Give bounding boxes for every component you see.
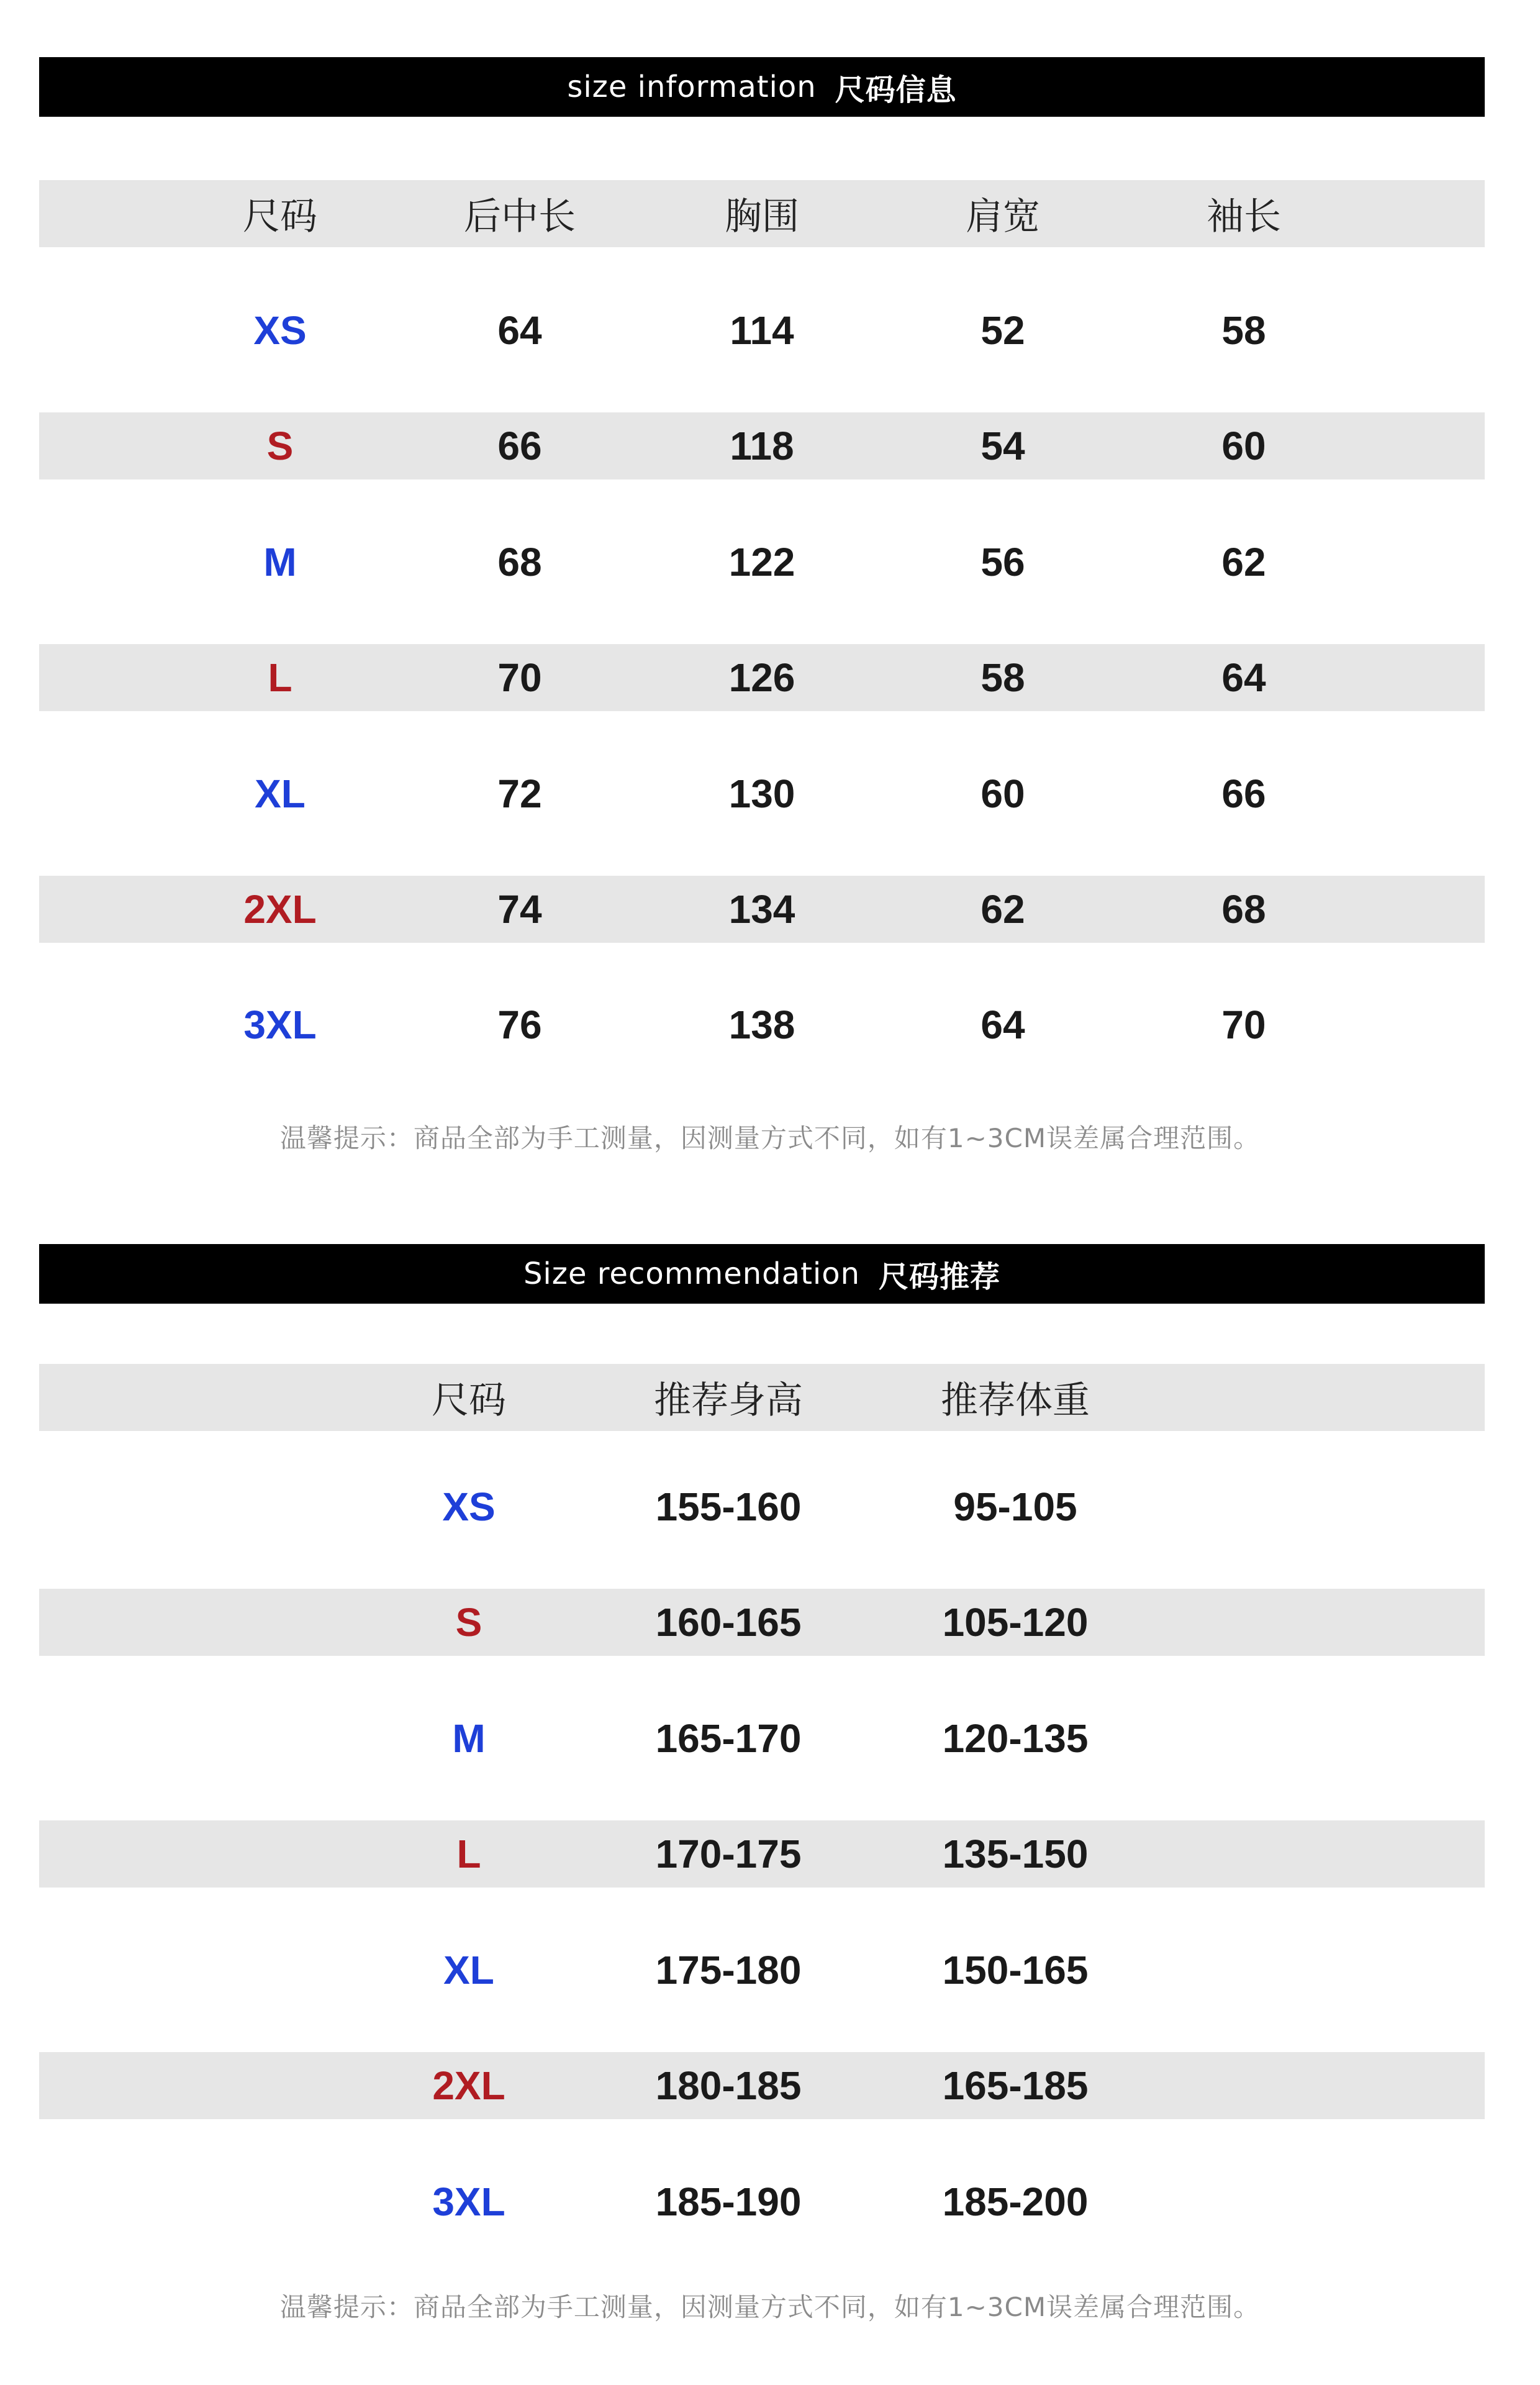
size-label: XS: [253, 308, 307, 353]
chest-value: 114: [730, 308, 794, 353]
size-label: 2XL: [243, 887, 317, 932]
weight-range: 185-200: [942, 2179, 1089, 2224]
back-length-value: 70: [497, 655, 542, 700]
height-range: 185-190: [655, 2179, 802, 2224]
size-table-row: [39, 412, 1485, 479]
chest-value: 122: [728, 540, 795, 584]
header-size: 尺码: [432, 1379, 506, 1422]
chest-value: 134: [728, 887, 795, 932]
recommendation-table-header: [39, 1364, 1485, 1431]
size-label: 2XL: [432, 2063, 505, 2108]
sleeve-value: 64: [1221, 655, 1266, 700]
weight-range: 105-120: [942, 1600, 1089, 1645]
back-length-value: 76: [497, 1002, 542, 1047]
header-size: 尺码: [243, 195, 317, 238]
size-label: S: [455, 1600, 482, 1645]
back-length-value: 66: [497, 424, 542, 468]
sleeve-value: 68: [1221, 887, 1266, 932]
size-table-row: [39, 529, 1485, 596]
banner-title-en: size information: [567, 70, 817, 104]
sleeve-value: 66: [1221, 771, 1266, 816]
recommendation-table-row: [39, 1937, 1485, 2004]
height-range: 165-170: [655, 1716, 802, 1761]
size-label: S: [266, 424, 294, 468]
measurement-note: 温馨提示：商品全部为手工测量，因测量方式不同，如有1~3CM误差属合理范围。: [279, 1123, 1261, 1153]
size-label: 3XL: [243, 1002, 317, 1047]
size-table-row: [39, 297, 1485, 364]
size-label: L: [456, 1832, 481, 1876]
weight-range: 95-105: [953, 1484, 1077, 1529]
size-label: XL: [255, 771, 306, 816]
height-range: 155-160: [655, 1484, 802, 1529]
size-information-banner: [39, 57, 1485, 117]
size-table-header: [39, 180, 1485, 247]
shoulder-value: 54: [981, 424, 1025, 468]
recommendation-table-row: [39, 1473, 1485, 1540]
shoulder-value: 52: [981, 308, 1025, 353]
height-range: 175-180: [655, 1948, 802, 1992]
size-label: M: [452, 1716, 486, 1761]
header-back-length: 后中长: [464, 195, 576, 238]
sleeve-value: 58: [1221, 308, 1266, 353]
size-label: XL: [443, 1948, 494, 1992]
recommendation-table-row: [39, 1589, 1485, 1656]
measurement-note: 温馨提示：商品全部为手工测量，因测量方式不同，如有1~3CM误差属合理范围。: [279, 2292, 1261, 2322]
header-shoulder: 肩宽: [966, 195, 1040, 238]
weight-range: 135-150: [942, 1832, 1089, 1876]
weight-range: 165-185: [942, 2063, 1089, 2108]
chest-value: 138: [728, 1002, 795, 1047]
height-range: 160-165: [655, 1600, 802, 1645]
size-table-row: [39, 644, 1485, 711]
weight-range: 150-165: [942, 1948, 1089, 1992]
shoulder-value: 58: [981, 655, 1025, 700]
shoulder-value: 56: [981, 540, 1025, 584]
weight-range: 120-135: [942, 1716, 1089, 1761]
size-label: XS: [442, 1484, 496, 1529]
size-label: M: [263, 540, 297, 584]
size-table-row: [39, 991, 1485, 1058]
back-length-value: 74: [497, 887, 542, 932]
back-length-value: 64: [497, 308, 542, 353]
chest-value: 118: [730, 424, 794, 468]
size-label: L: [268, 655, 292, 700]
recommendation-table-row: [39, 1820, 1485, 1888]
sleeve-value: 70: [1221, 1002, 1266, 1047]
shoulder-value: 62: [981, 887, 1025, 932]
banner-title-zh: 尺码推荐: [879, 1259, 1001, 1294]
size-table-row: [39, 876, 1485, 943]
header-recommended-height: 推荐身高: [654, 1379, 803, 1422]
header-sleeve: 袖长: [1207, 195, 1281, 238]
height-range: 170-175: [655, 1832, 802, 1876]
recommendation-table-row: [39, 2168, 1485, 2235]
shoulder-value: 60: [981, 771, 1025, 816]
header-recommended-weight: 推荐体重: [941, 1379, 1090, 1422]
size-recommendation-banner: [39, 1244, 1485, 1304]
size-table-row: [39, 760, 1485, 827]
header-chest: 胸围: [725, 195, 799, 238]
sleeve-value: 60: [1221, 424, 1266, 468]
sleeve-value: 62: [1221, 540, 1266, 584]
shoulder-value: 64: [981, 1002, 1025, 1047]
back-length-value: 72: [497, 771, 542, 816]
chest-value: 130: [728, 771, 795, 816]
back-length-value: 68: [497, 540, 542, 584]
banner-title-en: Size recommendation: [523, 1256, 861, 1291]
recommendation-table-row: [39, 1705, 1485, 1772]
height-range: 180-185: [655, 2063, 802, 2108]
recommendation-table-row: [39, 2052, 1485, 2119]
banner-title-zh: 尺码信息: [835, 72, 957, 107]
size-label: 3XL: [432, 2179, 505, 2224]
chest-value: 126: [728, 655, 795, 700]
